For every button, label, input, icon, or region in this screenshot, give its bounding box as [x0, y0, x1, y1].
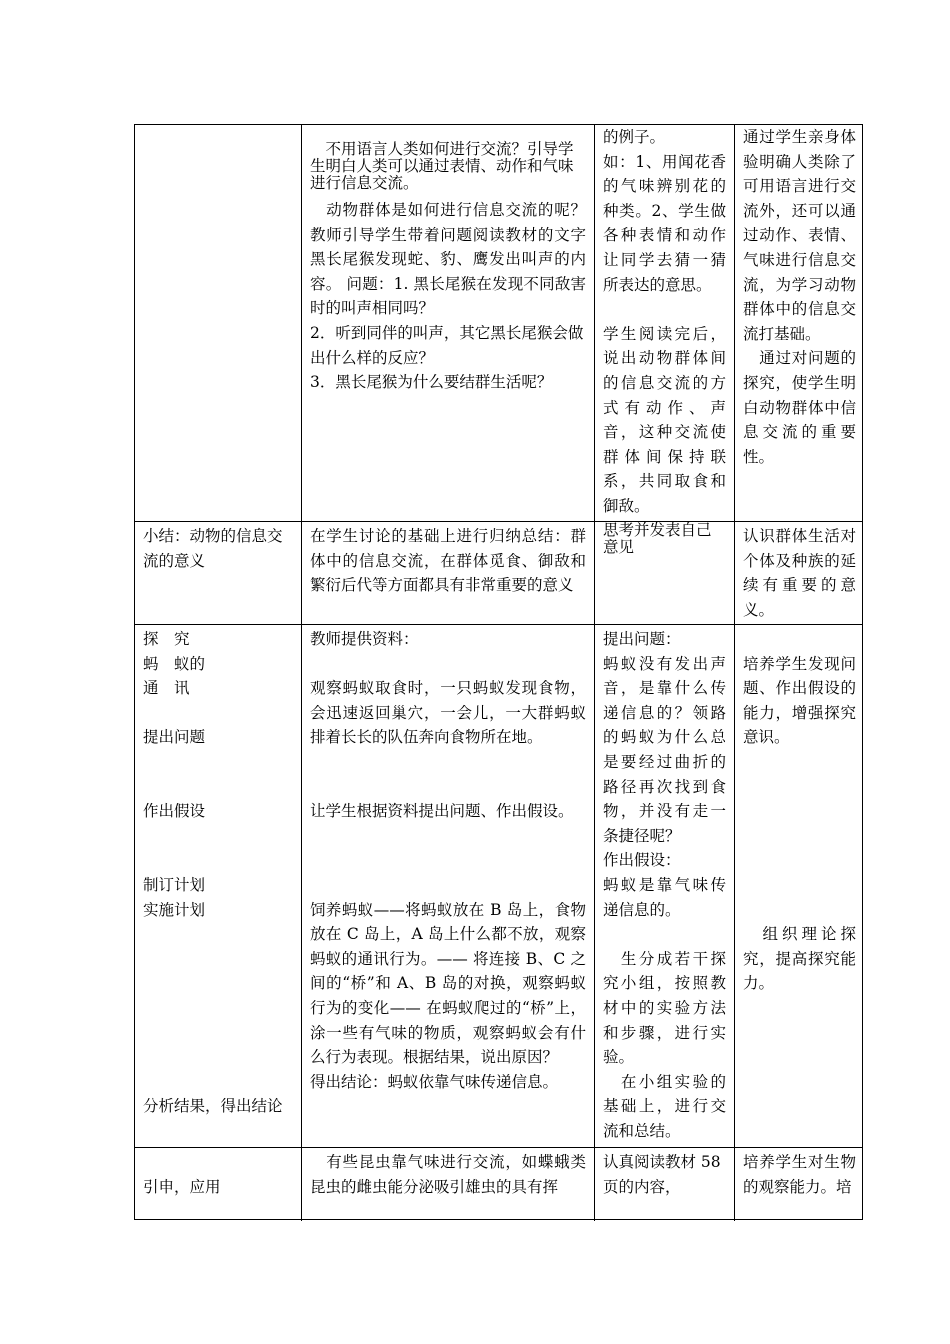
teacher-activity-cell [302, 522, 595, 624]
stage-text: 引申，应用 [143, 1177, 221, 1196]
design-intent-text: 通过学生亲身体验明确人类除了可用语言进行交流外，还可以通过动作、表情、气味进行信息交流，为学习动物群体中的信息交流打基础。 [743, 128, 856, 343]
teacher-activity-cell [302, 625, 595, 1147]
design-intent-cell [735, 522, 864, 624]
stage-cell [135, 522, 302, 624]
design-intent-text: 通过对问题的探究，使学生明白动物群体中信息交流的重要性。 [743, 349, 856, 466]
stage-text: 蚂 蚁的 [143, 654, 206, 673]
teacher-activity-cell [302, 1148, 595, 1221]
table-row [135, 1148, 862, 1221]
teacher-activity-text: 有些昆虫靠气味进行交流，如蝶蛾类昆虫的雌虫能分泌吸引雄虫的具有挥 [310, 1153, 586, 1196]
stage-cell [135, 1148, 302, 1221]
student-activity-text: 的例子。 [603, 128, 666, 146]
student-activity-cell [595, 522, 735, 624]
teacher-activity-text: 得出结论：蚂蚁依靠气味传递信息。 [310, 1072, 559, 1091]
teacher-activity-text: 观察蚂蚁取食时，一只蚂蚁发现食物，会迅速返回巢穴，一会儿，一大群蚂蚁排着长长的队伍奔向食物所在地。 [310, 679, 586, 747]
stage-text: 小结：动物的信息交流的意义 [143, 527, 283, 570]
teacher-activity-text: 3．黑长尾猴为什么要结群生活呢？ [310, 373, 553, 392]
teacher-activity-cell [302, 125, 595, 521]
teacher-activity-text: 在学生讨论的基础上进行归纳总结：群体中的信息交流，在群体觅食、御敌和繁衍后代等方面都具有非常重要的意义 [310, 527, 586, 595]
teacher-activity-text: 不用语言人类如何进行交流？引导学生明白人类可以通过表情、动作和气味进行信息交流。 [310, 140, 574, 192]
stage-text: 作出假设 [143, 802, 206, 821]
table-row [135, 625, 862, 1148]
table-row [135, 125, 862, 522]
student-activity-text: 生分成若干探究小组，按照教材中的实验方法和步骤，进行实验。 [603, 949, 726, 1067]
design-intent-text: 组织理论探究，提高探究能力。 [743, 925, 856, 993]
teacher-activity-text: 饲养蚂蚁——将蚂蚁放在 B 岛上，食物放在 C 岛上，A 岛上什么都不放，观察蚂蚁的通讯行为。—— 将连接 B、C 之间的“桥”和 A、B 岛的对换，观察蚂蚁行为的变化—— 在蚂蚁爬过的“桥”上，涂一些有气味的物质，观察蚂蚁会有什么行为表现。根据结果，说出原因？ [310, 900, 586, 1067]
stage-text: 分析结果，得出结论 [143, 1097, 283, 1116]
student-activity-cell [595, 625, 735, 1147]
stage-text: 通 讯 [143, 679, 190, 698]
design-intent-text: 培养学生对生物的观察能力。培 [743, 1153, 856, 1196]
stage-cell [135, 625, 302, 1147]
student-activity-text: 在小组实验的基础上，进行交流和总结。 [603, 1072, 726, 1140]
student-activity-text: 蚂蚁是靠气味传递信息的。 [603, 875, 726, 919]
stage-text: 实施计划 [143, 900, 206, 919]
lesson-plan-table [134, 124, 863, 1220]
student-activity-text: 提出问题： [603, 630, 681, 648]
stage-cell [135, 125, 302, 521]
design-intent-cell [735, 125, 864, 521]
teacher-activity-text: 教师提供资料： [310, 630, 419, 648]
design-intent-cell [735, 1148, 864, 1221]
student-activity-cell [595, 125, 735, 521]
table-row [135, 522, 862, 625]
stage-text: 探 究 [143, 630, 190, 648]
stage-text: 制订计划 [143, 875, 206, 894]
student-activity-text: 蚂蚁没有发出声音，是靠什么传递信息的？领路的蚂蚁为什么总是要经过曲折的路径再次找到食物，并没有走一条捷径呢？ [603, 654, 726, 845]
student-activity-text: 作出假设： [603, 851, 681, 870]
teacher-activity-text: 让学生根据资料提出问题、作出假设。 [310, 802, 574, 821]
student-activity-text: 如：1、用闻花香的气味辨别花的种类。2、学生做各种表情和动作让同学去猜一猜所表达的意思。 [603, 152, 726, 294]
student-activity-text: 认真阅读教材 58 页的内容， [603, 1153, 726, 1196]
stage-text: 提出问题 [143, 728, 206, 747]
student-activity-cell [595, 1148, 735, 1221]
design-intent-cell [735, 625, 864, 1147]
teacher-activity-text: 动物群体是如何进行信息交流的呢？教师引导学生带着问题阅读教材的文字黑长尾猴发现蛇、豹、鹰发出叫声的内容。 问题：1. 黑长尾猴在发现不同敌害时的叫声相同吗？ [310, 201, 586, 318]
design-intent-text: 培养学生发现问题、作出假设的能力，增强探究意识。 [743, 654, 856, 747]
student-activity-text: 思考并发表自己意见 [603, 522, 712, 556]
design-intent-text: 认识群体生活对个体及种族的延续有重要的意义。 [743, 527, 856, 619]
student-activity-text: 学生阅读完后，说出动物群体间的信息交流的方式有动作、声音，这种交流使群体间保持联系，共同取食和御敌。 [603, 324, 726, 515]
teacher-activity-text: 2．听到同伴的叫声，其它黑长尾猴会做出什么样的反应？ [310, 323, 584, 367]
